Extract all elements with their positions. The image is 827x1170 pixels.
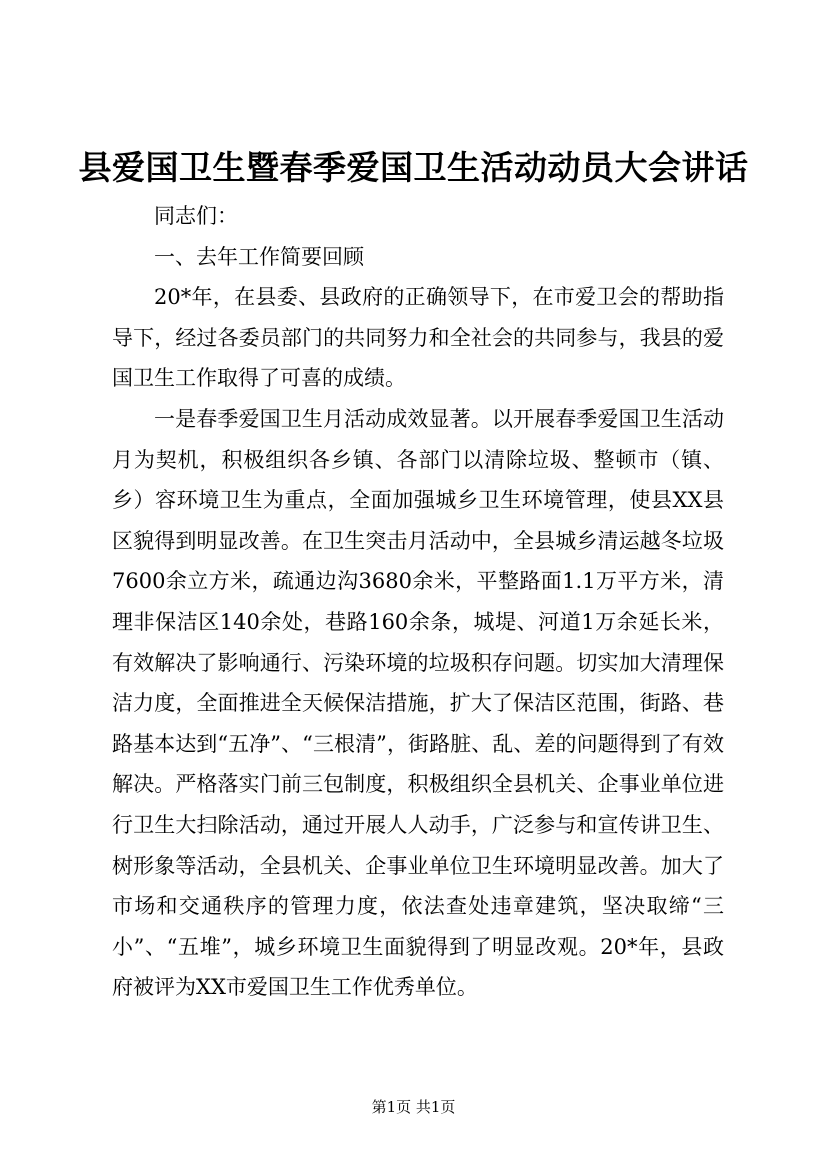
body-paragraph: 一是春季爱国卫生月活动成效显著。以开展春季爱国卫生活动月为契机，积极组织各乡镇、各部门以清除垃圾、整顿市（镇、乡）容环境卫生为重点，全面加强城乡卫生环境管理，使县XX县区貌得到明显改善。在卫生突击月活动中，全县城乡清运越冬垃圾7600余立方米，疏通边沟3680余米，平整路面1.1万平方米，清理非保洁区140余处，巷路160余条，城堤、河道1万余延长米，有效解决了影响通行、污染环境的垃圾积存问题。切实加大清理保洁力度，全面推进全天候保洁措施，扩大了保洁区范围，街路、巷路基本达到“五净”、“三根清”，街路脏、乱、差的问题得到了有效解决。严格落实门前三包制度，积极组织全县机关、企事业单位进行卫生大扫除活动，通过开展人人动手，广泛参与和宣传讲卫生、树形象等活动，全县机关、企事业单位卫生环境明显改善。加大了市场和交通秩序的管理力度，依法查处违章建筑，坚决取缔“三小”、“五堆”，城乡环境卫生面貌得到了明显改观。20*年，县政府被评为XX市爱国卫生工作优秀单位。 xyxy=(112,406,724,1000)
section-heading: 一、去年工作简要回顾 xyxy=(154,244,364,269)
document-title: 县爱国卫生暨春季爱国卫生活动动员大会讲话 xyxy=(78,148,749,187)
page-number-footer: 第1页 共1页 xyxy=(371,1098,456,1116)
document-body xyxy=(112,196,724,1008)
salutation-paragraph: 同志们： xyxy=(154,204,238,228)
body-paragraph: 20*年，在县委、县政府的正确领导下，在市爱卫会的帮助指导下，经过各委员部门的共同努力和全社会的共同参与，我县的爱国卫生工作取得了可喜的成绩。 xyxy=(112,285,724,391)
